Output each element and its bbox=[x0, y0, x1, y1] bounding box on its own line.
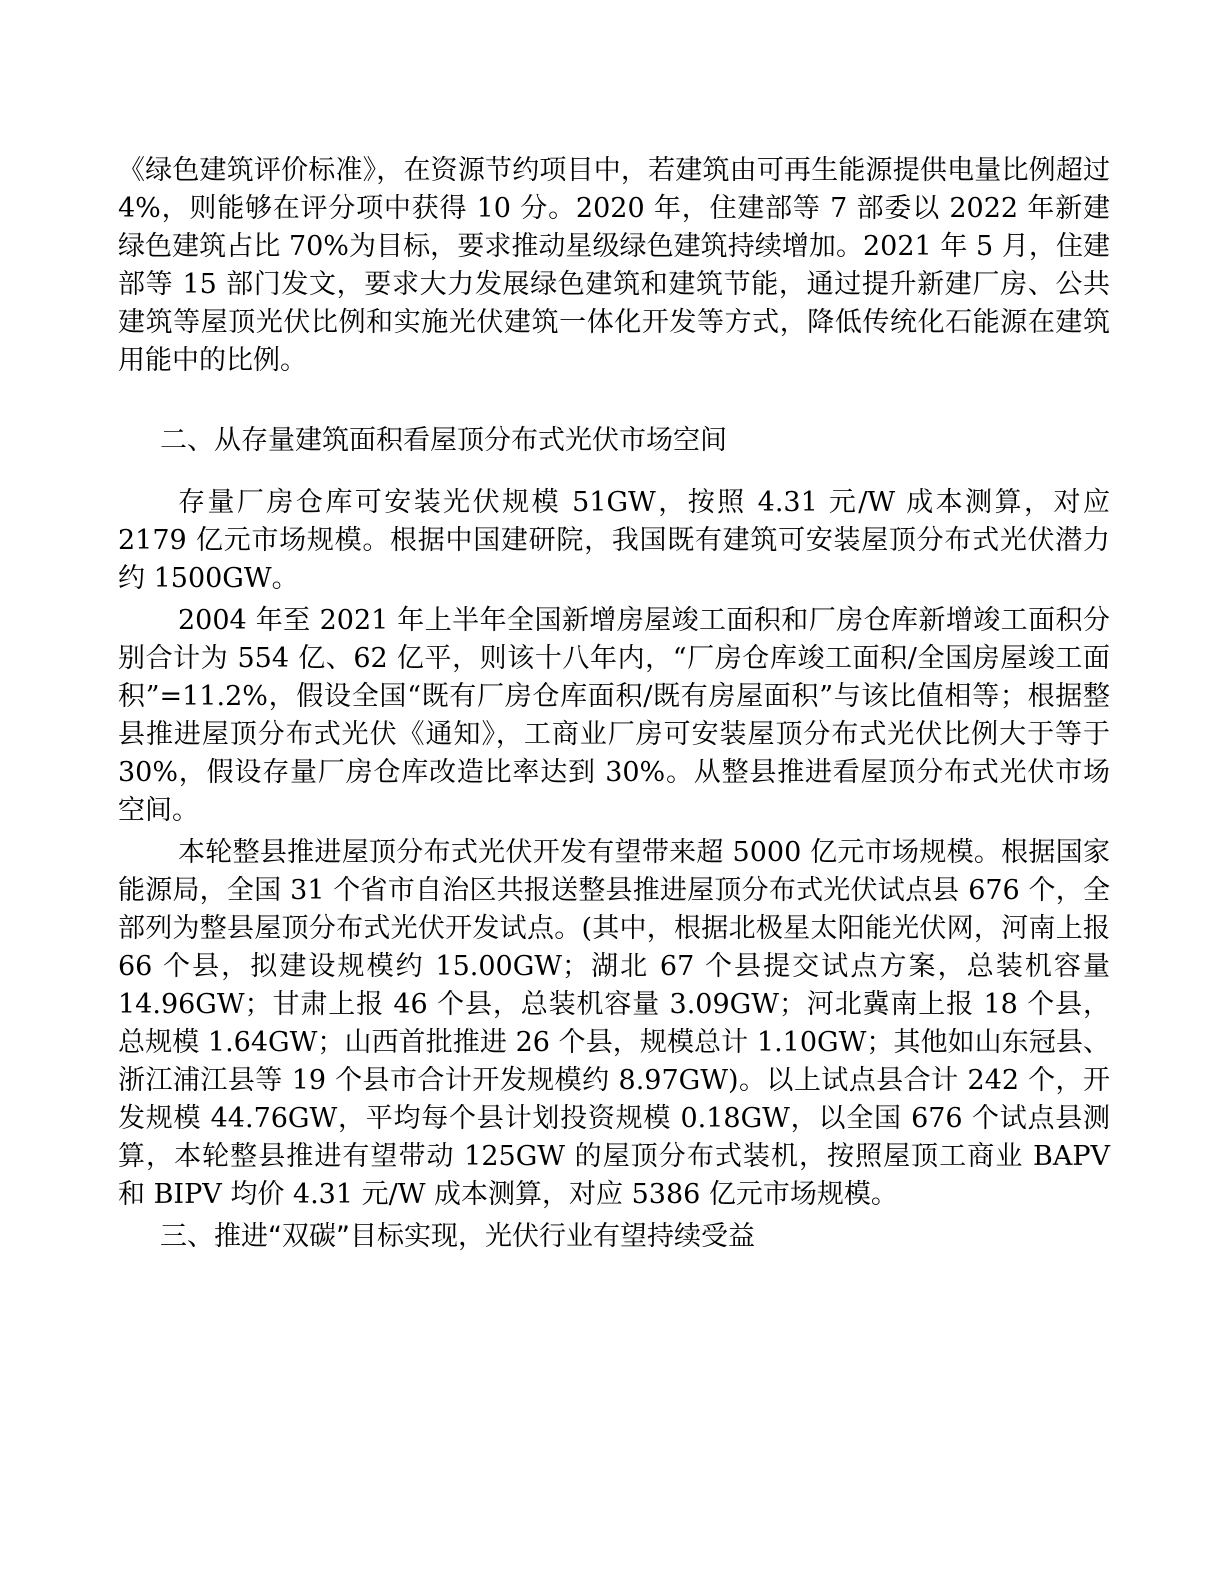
document-page bbox=[118, 152, 1110, 1256]
spacer bbox=[118, 460, 1110, 484]
section-heading-2: 二、从存量建筑面积看屋顶分布式光伏市场空间 bbox=[160, 425, 727, 456]
paragraph-completion-area-ratio: 2004 年至 2021 年上半年全国新增房屋竣工面积和厂房仓库新增竣工面积分别合计为 554 亿、62 亿平，则该十八年内，“厂房仓库竣工面积/全国房屋竣工面积”=11.2%，假设全国“既有厂房仓库面积/既有房屋面积”与该比值相等；根据整县推进屋顶分布式光伏《通知》，工商业厂房可安装屋顶分布式光伏比例大于等于 30%，假设存量厂房仓库改造比率达到 30%。从整县推进看屋顶分布式光伏市场空间。 bbox=[118, 605, 1110, 826]
paragraph-county-pilot-market: 本轮整县推进屋顶分布式光伏开发有望带来超 5000 亿元市场规模。根据国家能源局，全国 31 个省市自治区共报送整县推进屋顶分布式光伏试点县 676 个，全部列为整县屋顶分布式光伏开发试点。(其中，根据北极星太阳能光伏网，河南上报 66 个县，拟建设规模约 15.00GW；湖北 67 个县提交试点方案，总装机容量 14.96GW；甘肃上报 46 个县，总装机容量 3.09GW；河北冀南上报 18 个县，总规模 1.64GW；山西首批推进 26 个县，规模总计 1.10GW；其他如山东冠县、浙江浦江县等 19 个县市合计开发规模约 8.97GW)。以上试点县合计 242 个，开发规模 44.76GW，平均每个县计划投资规模 0.18GW，以全国 676 个试点县测算，本轮整县推进有望带动 125GW 的屋顶分布式装机，按照屋顶工商业 BAPV 和 BIPV 均价 4.31 元/W 成本测算，对应 5386 亿元市场规模。 bbox=[118, 837, 1110, 1210]
paragraph-existing-factory-capacity: 存量厂房仓库可安装光伏规模 51GW，按照 4.31 元/W 成本测算，对应 2179 亿元市场规模。根据中国建研院，我国既有建筑可安装屋顶分布式光伏潜力约 1500GW。 bbox=[118, 487, 1110, 594]
section-heading-3: 三、推进“双碳”目标实现，光伏行业有望持续受益 bbox=[160, 1221, 755, 1252]
spacer bbox=[118, 380, 1110, 422]
paragraph-green-building-standard: 《绿色建筑评价标准》，在资源节约项目中，若建筑由可再生能源提供电量比例超过 4%，则能够在评分项中获得 10 分。2020 年，住建部等 7 部委以 2022 年新建绿色建筑占比 70%为目标，要求推动星级绿色建筑持续增加。2021 年 5 月，住建部等 15 部门发文，要求大力发展绿色建筑和建筑节能，通过提升新建厂房、公共建筑等屋顶光伏比例和实施光伏建筑一体化开发等方式，降低传统化石能源在建筑用能中的比例。 bbox=[118, 155, 1110, 376]
